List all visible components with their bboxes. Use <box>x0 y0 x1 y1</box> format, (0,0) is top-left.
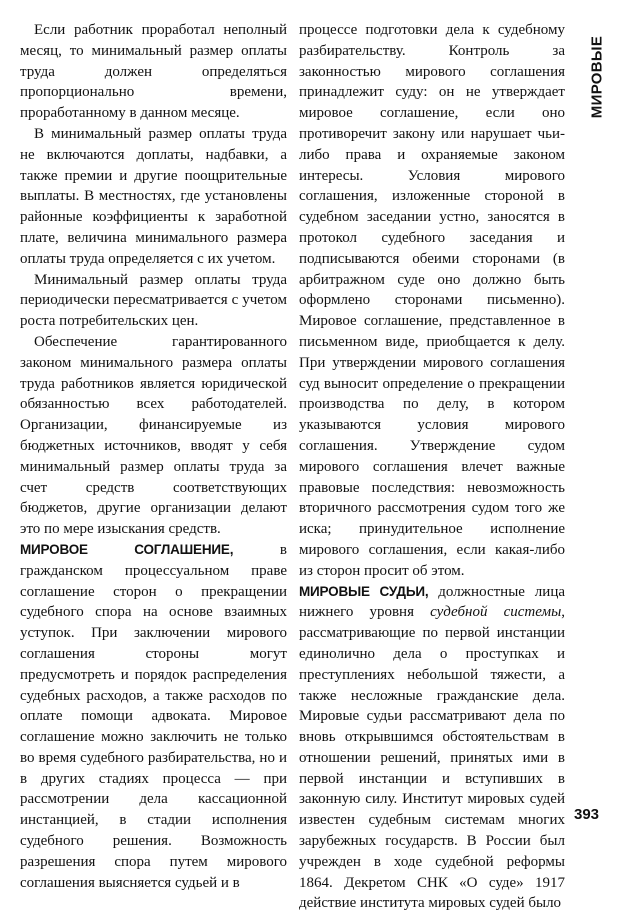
entry-mirovye-sudi <box>299 582 565 914</box>
entry-text: в гражданском процессуальном праве соглашение сторон о прекращении судебного спора на основе взаимных уступок. При заключении мирового соглашения стороны могут предусмотреть и порядок распределения судебных расходов, а также расходов по оплате помощи адвоката. Мировое соглашение можно заключить не только во время судебного разбирательства, но и в других стадиях процесса — при рассмотрении дела кассационной инстанцией, в стадии исполнения судебного решения. Возможность разрешения спора путем мирового соглашения выясняется судьей и в <box>20 541 287 891</box>
left-column <box>20 20 287 893</box>
running-head-text: МИРОВЫЕ <box>588 35 606 119</box>
entry-headword: МИРОВОЕ СОГЛАШЕНИЕ, <box>20 541 234 557</box>
entry-headword: МИРОВЫЕ СУДЬИ, <box>299 583 429 599</box>
right-column <box>299 20 565 914</box>
cross-reference: судебной системы <box>430 604 562 621</box>
paragraph-wage-partial-month: Если работник проработал неполный месяц, то минимальный размер оплаты труда должен определяться пропорционально времени, проработанному в данном месяце. <box>20 22 287 122</box>
page-number: 393 <box>574 806 600 823</box>
running-head <box>576 22 618 132</box>
entry-text: , рассматривающие по первой инстанции единолично дела о проступках и преступлениях небольшой тяжести, а также несложные гражданские дела. Мировые судьи рассматривают дела по вновь открывшимся обстоятельствам в отношении решений, принятых ими в первой инстанции и вступивших в законную силу. Институт мировых судей известен судебным системам многих зарубежных государств. В России был учрежден в ходе судебной реформы 1864. Декретом СНК «О суде» 1917 действие института мировых судей было <box>299 604 565 912</box>
paragraph-wage-exclusions: В минимальный размер оплаты труда не включаются доплаты, надбавки, а также премии и другие поощрительные выплаты. В местностях, где установлены районные коэффициенты к заработной плате, величина минимального размера оплаты труда определяется с их учетом. <box>20 125 287 267</box>
paragraph-settlement-continued: процессе подготовки дела к судебному разбирательству. Контроль за законностью мирового соглашения принадлежит суду: он не утверждает мировое соглашение, если оно противоречит закону или нарушает чьи-либо права и охраняемые законом интересы. Условия мирового соглашения, изложенные стороной в судебном заседании устно, заносятся в протокол судебного заседания и подписываются обеими сторонами (в арбитражном суде оно должно быть оформлено сторонами письменно). Мировое соглашение, представленное в письменном виде, приобщается к делу. При утверждении мирового соглашения суд выносит определение о прекращении производства по делу, в котором указываются условия мирового соглашения. Утверждение судом мирового соглашения влечет важные правовые последствия: невозможность вторичного рассмотрения судом того же иска; принудительное исполнение мирового соглашения, если какая-либо из сторон просит об этом. <box>299 22 565 579</box>
entry-mirovoe-soglashenie <box>20 540 287 894</box>
paragraph-wage-obligation: Обеспечение гарантированного законом минимального размера оплаты труда работников является юридической обязанностью всех работодателей. Организации, финансируемые из бюджетных источников, вводят у себя минимальный размер оплаты труда за счет средств соответствующих бюджетов, другие организации делают это по мере изыскания средств. <box>20 333 287 538</box>
paragraph-wage-revision: Минимальный размер оплаты труда периодически пересматривается с учетом роста потребительских цен. <box>20 271 287 330</box>
entry-text: должностные лица нижнего уровня <box>299 583 565 621</box>
